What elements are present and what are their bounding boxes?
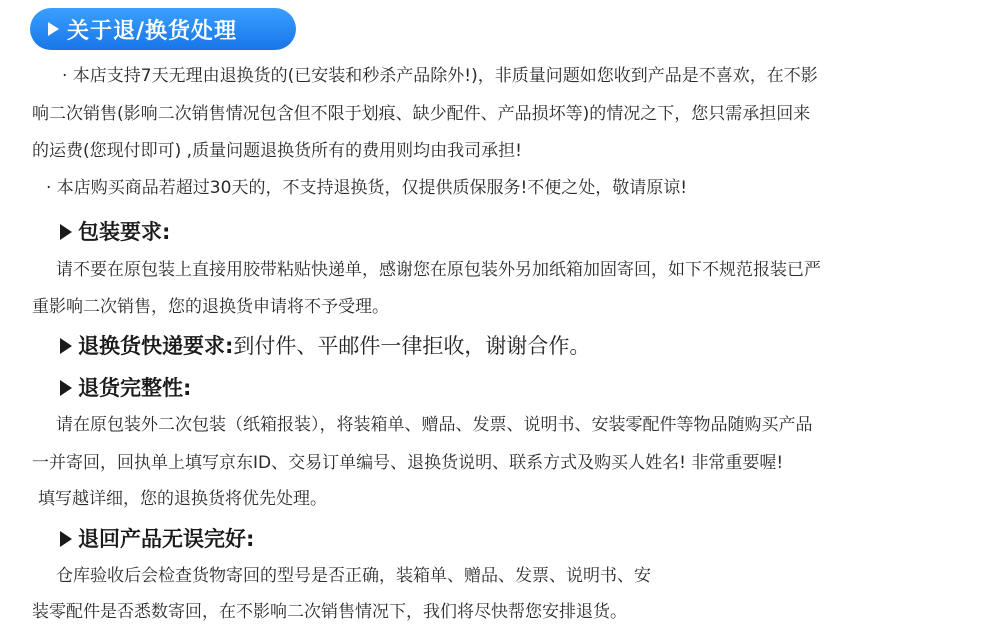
- packaging-heading: 包装要求:: [60, 217, 170, 247]
- returned-heading: 退回产品无误完好:: [60, 524, 254, 554]
- courier-heading: 退换货快递要求: 到付件、平邮件一律拒收，谢谢合作。: [60, 331, 590, 361]
- completeness-heading: 退货完整性:: [60, 373, 191, 403]
- play-triangle-icon: [60, 338, 72, 354]
- play-triangle-icon: [48, 22, 59, 36]
- completeness-line1: 请在原包装外二次包装（纸箱报装），将装箱单、赠品、发票、说明书、安装零配件等物品随购买产品: [56, 415, 813, 435]
- intro-para1-line1: · 本店支持7天无理由退换货的(已安装和秒杀产品除外!)，非质量问题如您收到产品是不喜欢，在不影: [62, 66, 818, 86]
- play-triangle-icon: [60, 224, 72, 240]
- courier-text: 到付件、平邮件一律拒收，谢谢合作。: [233, 334, 591, 358]
- returned-line2: 装零配件是否悉数寄回，在不影响二次销售情况下，我们将尽快帮您安排退货。: [32, 602, 627, 622]
- play-triangle-icon: [60, 380, 72, 396]
- completeness-line3: 填写越详细，您的退换货将优先处理。: [38, 489, 327, 509]
- intro-para2-line1: · 本店购买商品若超过30天的，不支持退换货，仅提供质保服务!不便之处，敬请原谅!: [46, 178, 688, 198]
- packaging-line2: 重影响二次销售，您的退换货申请将不予受理。: [32, 297, 389, 317]
- play-triangle-icon: [60, 531, 72, 547]
- completeness-line2: 一并寄回，回执单上填写京东ID、交易订单编号、退换货说明、联系方式及购买人姓名! 非常重要喔!: [32, 453, 784, 473]
- returned-line1: 仓库验收后会检查货物寄回的型号是否正确，装箱单、赠品、发票、说明书、安: [56, 566, 651, 586]
- packaging-line1: 请不要在原包装上直接用胶带粘贴快递单，感谢您在原包装外另加纸箱加固寄回，如下不规范报装已严: [56, 260, 821, 280]
- intro-para1-line3: 的运费(您现付即可) ,质量问题退换货所有的费用则均由我司承担!: [32, 141, 522, 161]
- section-title-badge: [30, 8, 296, 50]
- page-title: 关于退/换货处理: [67, 18, 238, 44]
- intro-para1-line2: 响二次销售(影响二次销售情况包含但不限于划痕、缺少配件、产品损坏等)的情况之下，您只需承担回来: [32, 104, 811, 124]
